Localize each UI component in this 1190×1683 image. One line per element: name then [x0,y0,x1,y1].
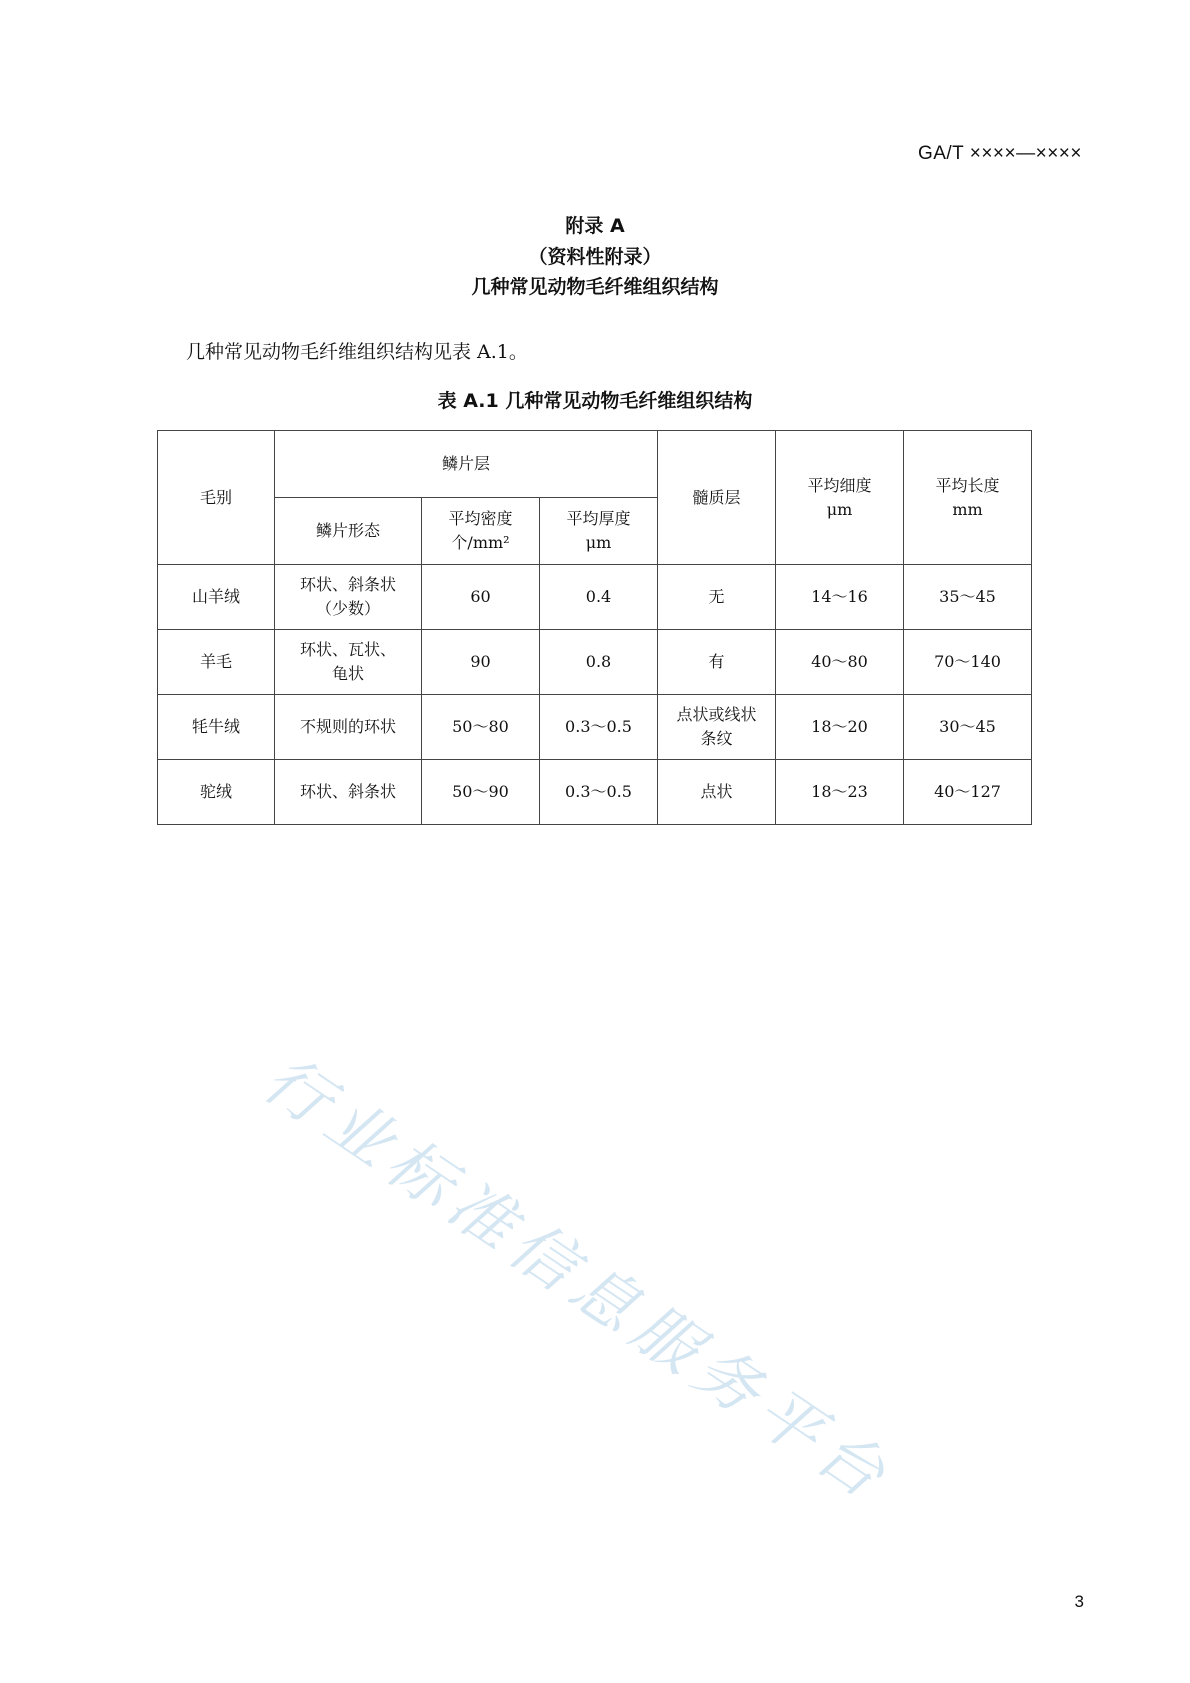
header-avg-fineness-label: 平均细度 [807,475,872,495]
cell-hair-type: 羊毛 [158,630,275,695]
cell-hair-type: 牦牛绒 [158,695,275,760]
cell-medulla: 有 [658,630,776,695]
header-scale-shape: 鳞片形态 [275,498,422,565]
header-avg-fineness-unit: μm [826,499,853,519]
header-medulla: 髓质层 [658,431,776,565]
header-scale-layer: 鳞片层 [275,431,658,498]
cell-scale-shape-line1: 环状、斜条状 [299,575,396,594]
table-row [158,630,1032,695]
cell-density: 50～80 [422,695,540,760]
cell-thickness: 0.8 [540,630,658,695]
table-header-row [158,431,1032,498]
cell-hair-type: 驼绒 [158,760,275,825]
cell-fineness: 14～16 [776,565,904,630]
cell-fineness: 18～23 [776,760,904,825]
cell-length: 35～45 [904,565,1032,630]
cell-medulla [658,695,776,760]
header-avg-thickness [540,498,658,565]
header-avg-thickness-unit: μm [585,533,612,552]
cell-density: 50～90 [422,760,540,825]
header-avg-length-label: 平均长度 [935,475,1000,495]
cell-medulla-line1: 点状或线状 [676,705,757,724]
header-avg-density-unit: 个/mm² [451,533,510,552]
header-avg-fineness [776,431,904,565]
document-code: GA/T ××××—×××× [917,143,1082,164]
appendix-name: 几种常见动物毛纤维组织结构 [471,276,719,298]
cell-length: 70～140 [904,630,1032,695]
cell-thickness: 0.3～0.5 [540,695,658,760]
watermark: 行业标准信息服务平台 [250,1042,906,1518]
header-avg-thickness-label: 平均厚度 [566,509,631,528]
cell-fineness: 40～80 [776,630,904,695]
header-hair-type: 毛别 [158,431,275,565]
intro-paragraph: 几种常见动物毛纤维组织结构见表 A.1。 [186,341,528,363]
appendix-subtitle: （资料性附录） [528,246,662,268]
cell-length: 30～45 [904,695,1032,760]
header-avg-length [904,431,1032,565]
cell-length: 40～127 [904,760,1032,825]
cell-thickness: 0.3～0.5 [540,760,658,825]
cell-hair-type: 山羊绒 [158,565,275,630]
cell-scale-shape [275,565,422,630]
cell-fineness: 18～20 [776,695,904,760]
cell-thickness: 0.4 [540,565,658,630]
cell-scale-shape: 不规则的环状 [275,695,422,760]
appendix-title: 附录 A [565,215,625,237]
table-row [158,760,1032,825]
cell-scale-shape-line2: 龟状 [331,664,364,683]
cell-scale-shape-line2: （少数） [315,599,380,618]
header-avg-density-label: 平均密度 [448,509,513,528]
cell-medulla-line2: 条纹 [700,729,733,748]
cell-scale-shape: 环状、斜条状 [275,760,422,825]
header-avg-length-unit: mm [952,499,983,519]
table-row [158,695,1032,760]
cell-scale-shape [275,630,422,695]
cell-medulla: 无 [658,565,776,630]
cell-density: 90 [422,630,540,695]
table-row [158,565,1032,630]
header-avg-density [422,498,540,565]
cell-medulla: 点状 [658,760,776,825]
table-caption: 表 A.1 几种常见动物毛纤维组织结构 [437,390,753,412]
cell-density: 60 [422,565,540,630]
fiber-structure-table [157,430,1032,825]
page-number: 3 [1074,1592,1084,1611]
cell-scale-shape-line1: 环状、瓦状、 [299,640,396,659]
